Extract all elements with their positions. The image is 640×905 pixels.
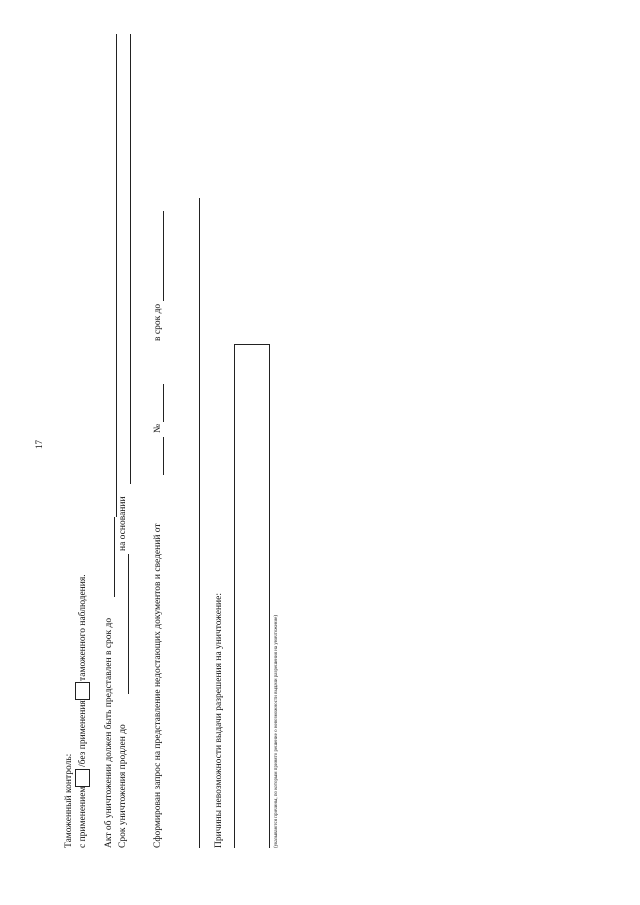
destruction-act-long-line [116, 34, 117, 517]
customs-control-title: Таможенный контроль: [64, 753, 74, 848]
request-number-line[interactable] [163, 384, 164, 422]
request-number-label: № [153, 423, 163, 433]
destruction-term-basis-line[interactable] [130, 34, 131, 484]
destruction-act-date-line[interactable] [114, 517, 115, 597]
reasons-caption: (указываются причины, по которым принято решение о невозможности выдачи разрешения на уничтожение) [274, 614, 279, 848]
reasons-textbox[interactable] [234, 344, 270, 848]
request-deadline-label: в срок до [153, 303, 163, 341]
request-date-line[interactable] [163, 437, 164, 475]
destruction-term-date-line[interactable] [128, 554, 129, 694]
request-label: Сформирован запрос на представление недостающих документов и сведений от [153, 523, 163, 848]
destruction-act-label: Акт об уничтожении должен быть представлен в срок до [104, 617, 114, 848]
destruction-term-label: Срок уничтожения продлен до [118, 724, 128, 848]
customs-without-checkbox[interactable] [75, 682, 90, 700]
customs-without-label: /без применения [78, 700, 88, 767]
destruction-term-basis-label: на основании [118, 496, 128, 551]
page-number: 17 [34, 440, 44, 449]
request-deadline-line[interactable] [163, 211, 164, 301]
customs-with-checkbox[interactable] [75, 769, 90, 787]
separator-line [199, 198, 200, 848]
reasons-label: Причины невозможности выдачи разрешения на уничтожение: [214, 593, 224, 848]
customs-with-label: с применением [78, 786, 88, 848]
customs-suffix: таможенного наблюдения. [78, 574, 88, 681]
